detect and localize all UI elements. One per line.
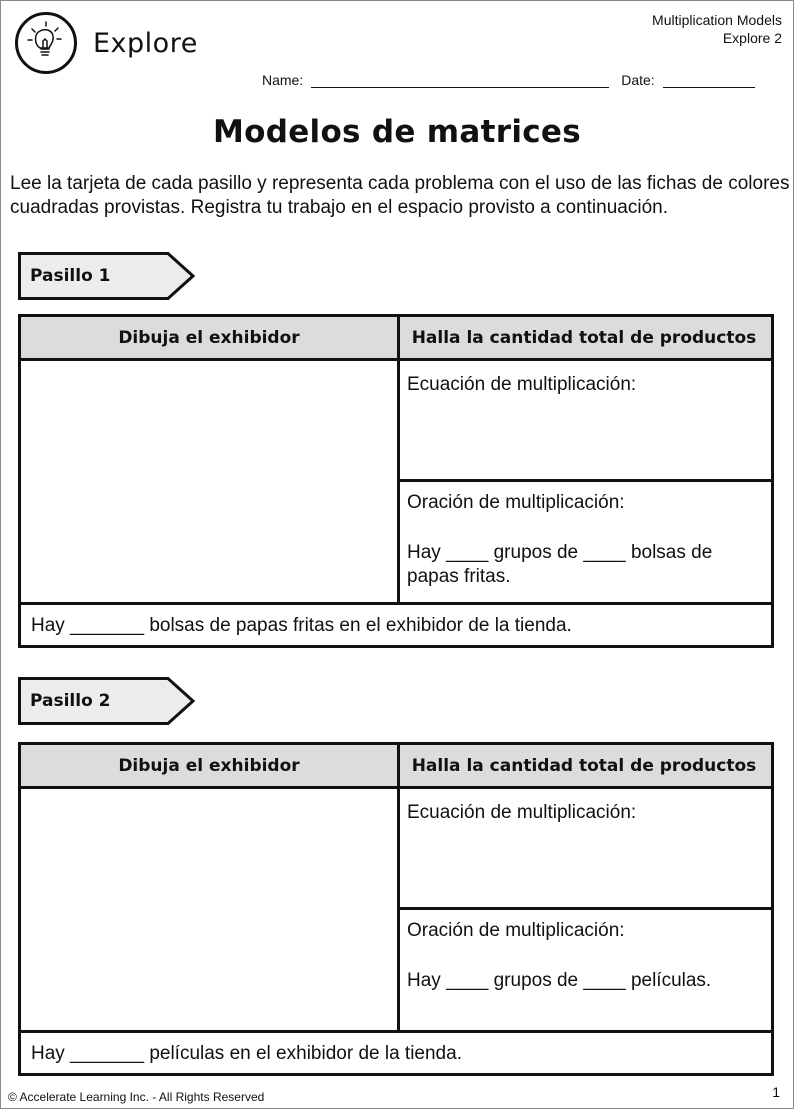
date-label: Date: [621,72,655,88]
date-field[interactable] [663,73,755,88]
lightbulb-icon [15,12,77,74]
aisle-1-sentence-text: Hay ____ grupos de ____ bolsas de papas fritas. [407,542,713,587]
aisle-2-equation-label: Ecuación de multiplicación: [407,802,637,823]
aisle-2-summary: Hay _______ películas en el exhibidor de la tienda. [31,1043,462,1064]
aisle-2-equation-area[interactable] [400,829,771,907]
aisle-2-label: Pasillo 2 [30,691,111,711]
subject-label: Multiplication Models [652,12,782,28]
aisle-1-tag [18,252,198,300]
instructions: Lee la tarjeta de cada pasillo y representa cada problema con el uso de las fichas de colores cuadradas provistas. Registra tu trabajo en el espacio provisto a continuación. [10,173,790,218]
aisle-1-equation-label: Ecuación de multiplicación: [407,374,637,395]
copyright: © Accelerate Learning Inc. - All Rights Reserved [8,1090,265,1104]
aisle-1-draw-header: Dibuja el exhibidor [21,317,397,361]
aisle-2-cell-divider [397,907,771,910]
name-date-row [262,72,755,88]
aisle-1-equation-area[interactable] [400,401,771,479]
section-label: Explore 2 [722,30,782,46]
aisle-1-summary-divider [21,602,771,605]
aisle-2-tag [18,677,198,725]
aisle-2-worksheet [18,742,774,1076]
aisle-2-sentence-text: Hay ____ grupos de ____ películas. [407,970,712,991]
aisle-1-cell-divider [397,479,771,482]
aisle-1-label: Pasillo 1 [30,266,111,286]
aisle-2-draw-header: Dibuja el exhibidor [21,745,397,789]
name-label: Name: [262,72,304,88]
page-title: Modelos de matrices [212,114,582,150]
aisle-1-drawing-area[interactable] [21,361,397,602]
aisle-2-summary-divider [21,1030,771,1033]
aisle-1-worksheet [18,314,774,648]
aisle-2-drawing-area[interactable] [21,789,397,1030]
aisle-1-sentence-label: Oración de multiplicación: [407,492,625,513]
name-field[interactable] [311,73,609,88]
aisle-1-total-header: Halla la cantidad total de productos [397,317,771,361]
logo-label: Explore [93,28,198,59]
document-info [652,11,782,47]
aisle-2-total-header: Halla la cantidad total de productos [397,745,771,789]
aisle-2-sentence-label: Oración de multiplicación: [407,920,625,941]
page-number: 1 [772,1084,780,1100]
aisle-1-summary: Hay _______ bolsas de papas fritas en el exhibidor de la tienda. [31,615,572,636]
